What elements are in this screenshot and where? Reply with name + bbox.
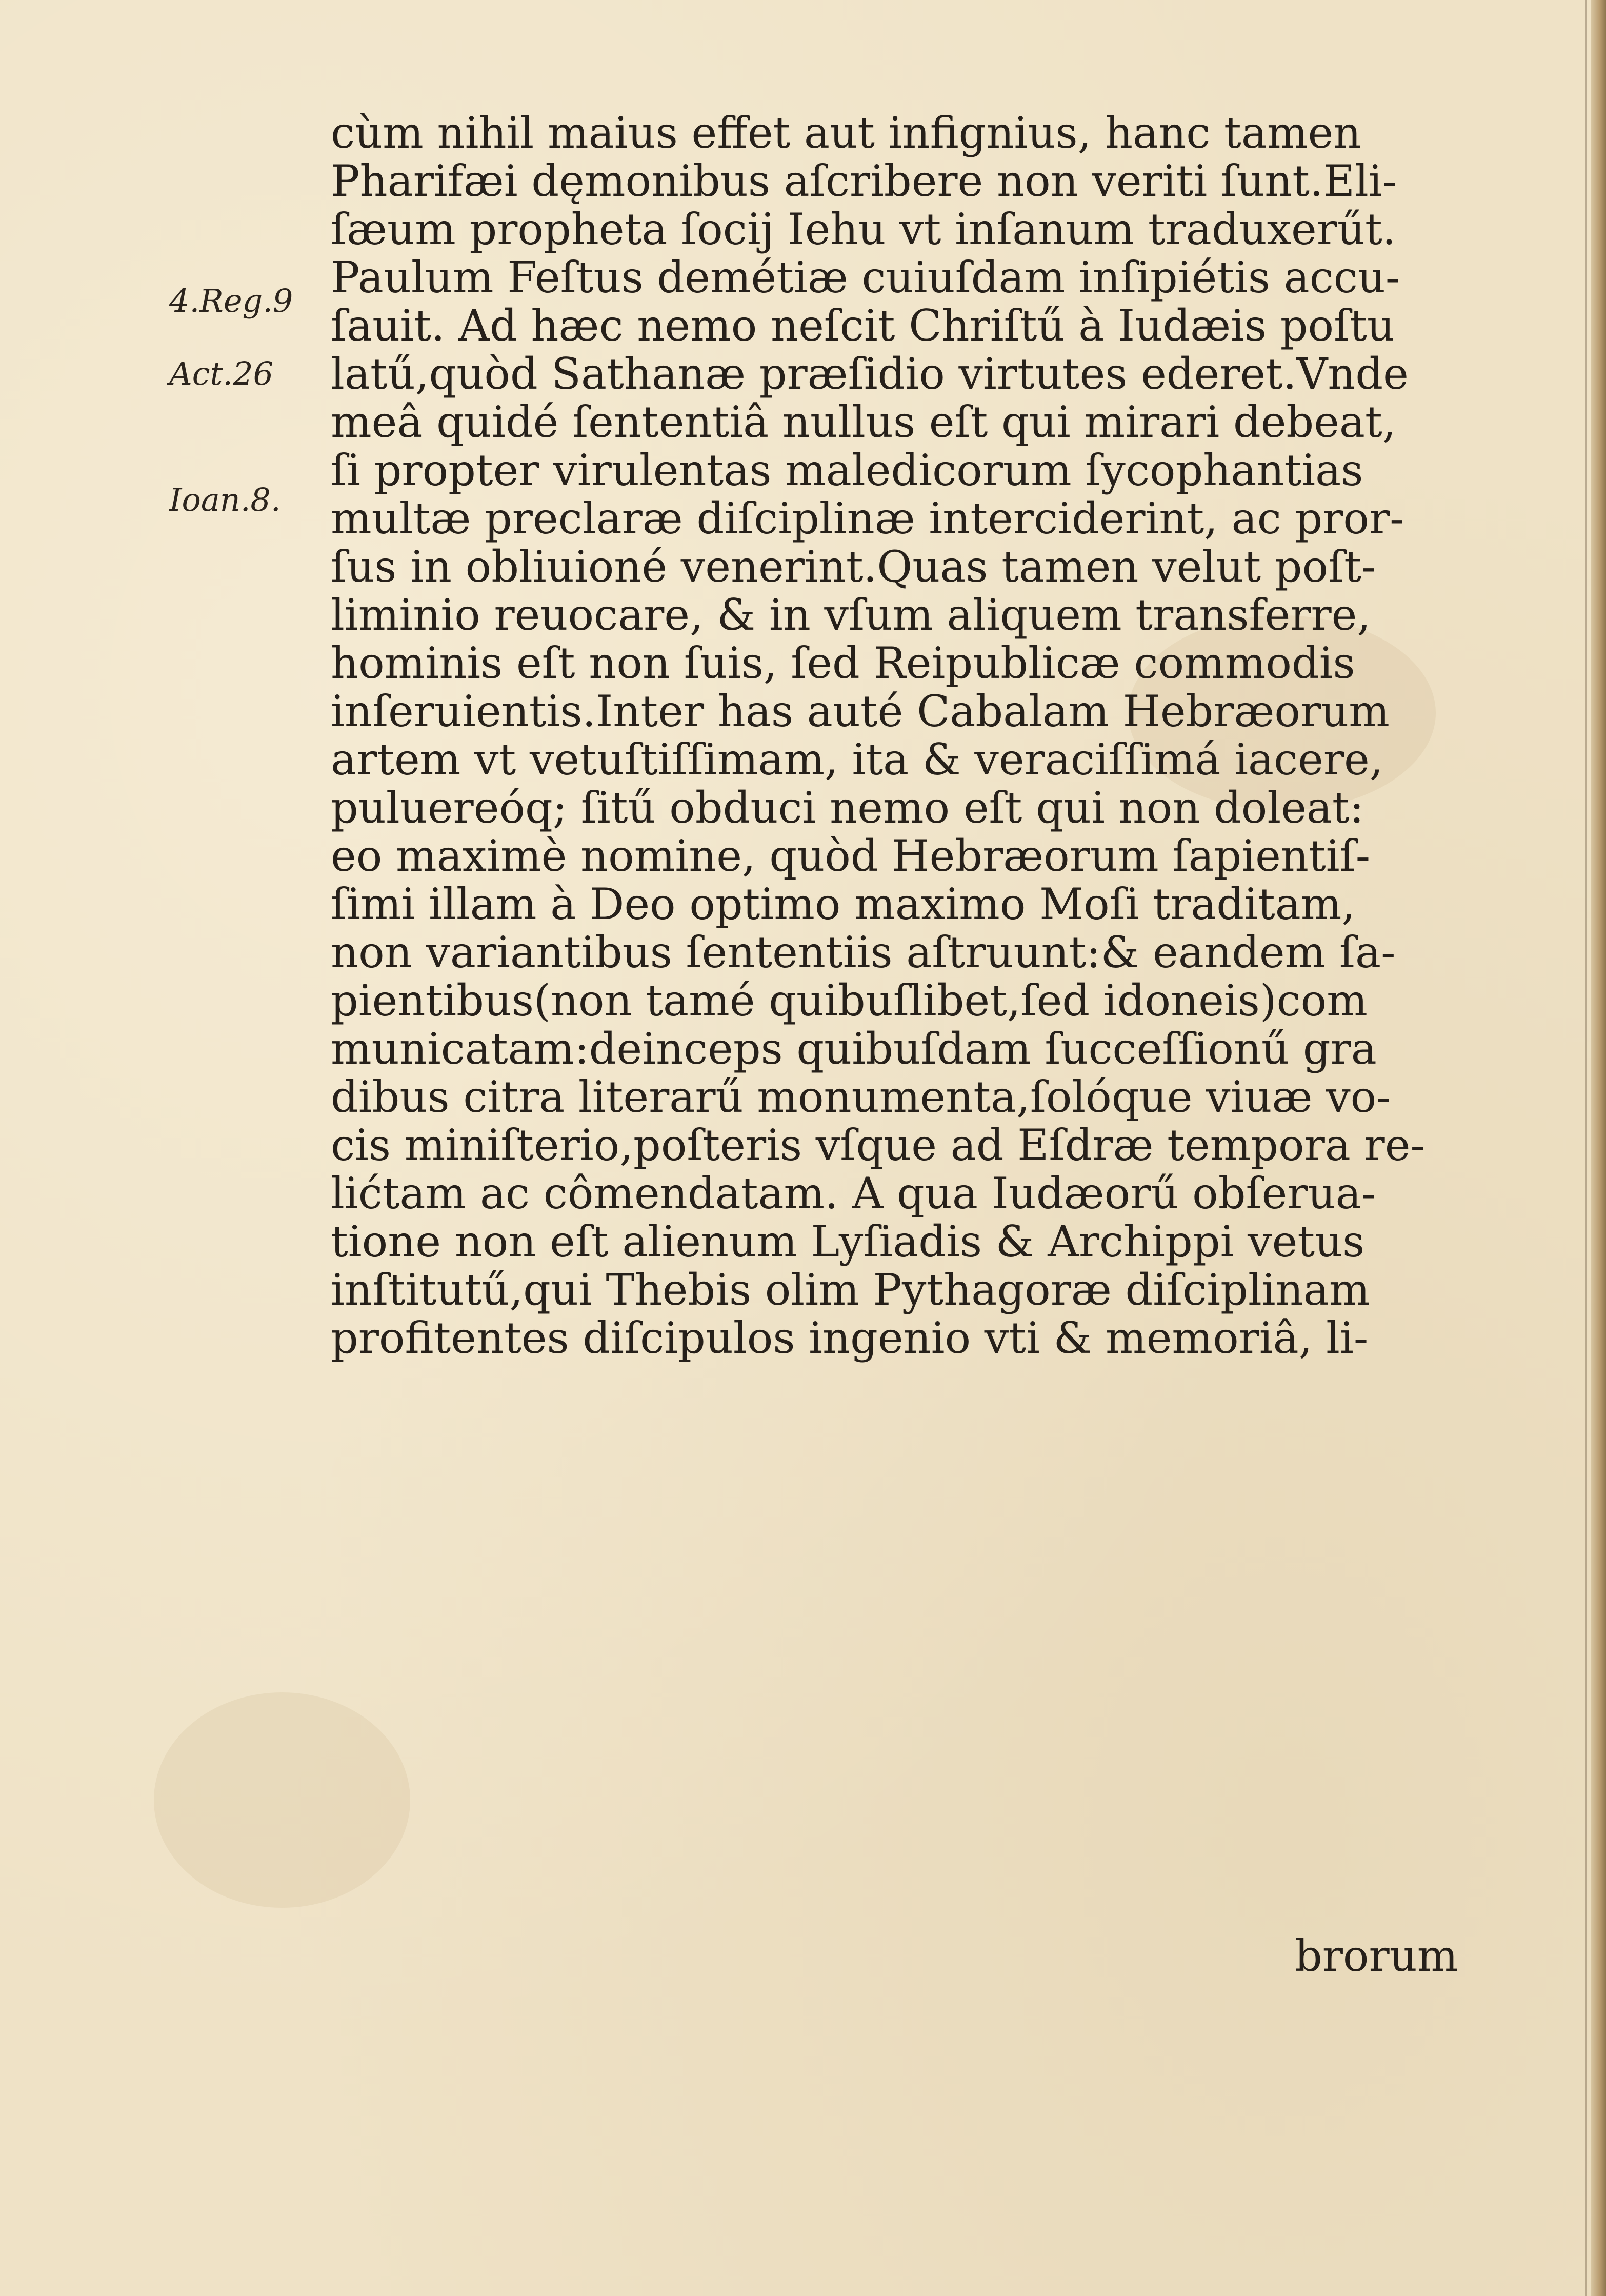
text-line: latű,quòd Sathanæ præſidio virtutes ederet.Vnde xyxy=(331,349,1409,399)
text-line: eo maximè nomine, quòd Hebræorum ſapientiſ- xyxy=(331,831,1371,881)
text-line: non variantibus ſententiis aſtruunt:& eandem ſa- xyxy=(331,927,1396,977)
margin-note: Act.26 xyxy=(169,355,274,392)
text-line: inſtitutű,qui Thebis olim Pythagoræ diſciplinam xyxy=(331,1265,1370,1315)
catchword: brorum xyxy=(1295,1931,1458,1981)
text-line: cùm nihil maius effet aut infignius, hanc tamen xyxy=(331,108,1361,158)
paper-stain xyxy=(154,1692,410,1908)
text-line: inſeruientis.Inter has auté Cabalam Hebræorum xyxy=(331,686,1390,736)
text-line: multæ preclaræ diſciplinæ interciderint, ac pror- xyxy=(331,493,1404,544)
text-line: artem vt vetuſtiſſimam, ita & veraciſſimá iacere, xyxy=(331,734,1383,785)
text-line: ſimi illam à Deo optimo maximo Moſi traditam, xyxy=(331,879,1356,929)
page-edge xyxy=(1591,0,1606,2296)
text-line: cis miniſterio,poſteris vſque ad Eſdræ tempora re- xyxy=(331,1120,1425,1170)
text-line: dibus citra literarű monumenta,ſolóque viuæ vo- xyxy=(331,1072,1391,1122)
text-line: ſauit. Ad hæc nemo neſcit Chriſtű à Iudæis poſtu xyxy=(331,301,1395,351)
margin-note: Ioan.8. xyxy=(169,481,281,518)
text-line: profitentes diſcipulos ingenio vti & memoriâ, li- xyxy=(331,1313,1369,1363)
text-line: puluereóq; ſitű obduci nemo eſt qui non doleat: xyxy=(331,783,1364,833)
text-line: pientibus(non tamé quibuſlibet,ſed idoneis)com xyxy=(331,975,1368,1026)
text-line: ſæum propheta ſocij Iehu vt inſanum traduxerűt. xyxy=(331,204,1396,254)
text-line: ſi propter virulentas maledicorum ſycophantias xyxy=(331,445,1363,495)
margin-note: 4.Reg.9 xyxy=(169,282,293,320)
text-line: municatam:deinceps quibuſdam ſucceſſionű gra xyxy=(331,1024,1377,1074)
text-line: tione non eſt alienum Lyſiadis & Archippi vetus xyxy=(331,1216,1365,1267)
text-line: liminio reuocare, & in vſum aliquem transferre, xyxy=(331,590,1371,640)
page-gutter-line xyxy=(1585,0,1587,2296)
text-line: Pharifæi dęmonibus aſcribere non veriti ſunt.Eli- xyxy=(331,156,1397,206)
text-line: hominis eſt non ſuis, ſed Reipublicæ commodis xyxy=(331,638,1355,688)
text-line: meâ quidé ſententiâ nullus eſt qui mirari debeat, xyxy=(331,397,1396,447)
body-text xyxy=(331,109,1484,1362)
text-line: Paulum Feſtus demétiæ cuiuſdam inſipiétis accu- xyxy=(331,252,1400,303)
text-line: ſus in obliuioné venerint.Quas tamen velut poſt- xyxy=(331,542,1376,592)
text-line: lićtam ac cômendatam. A qua Iudæorű obſerua- xyxy=(331,1168,1376,1219)
